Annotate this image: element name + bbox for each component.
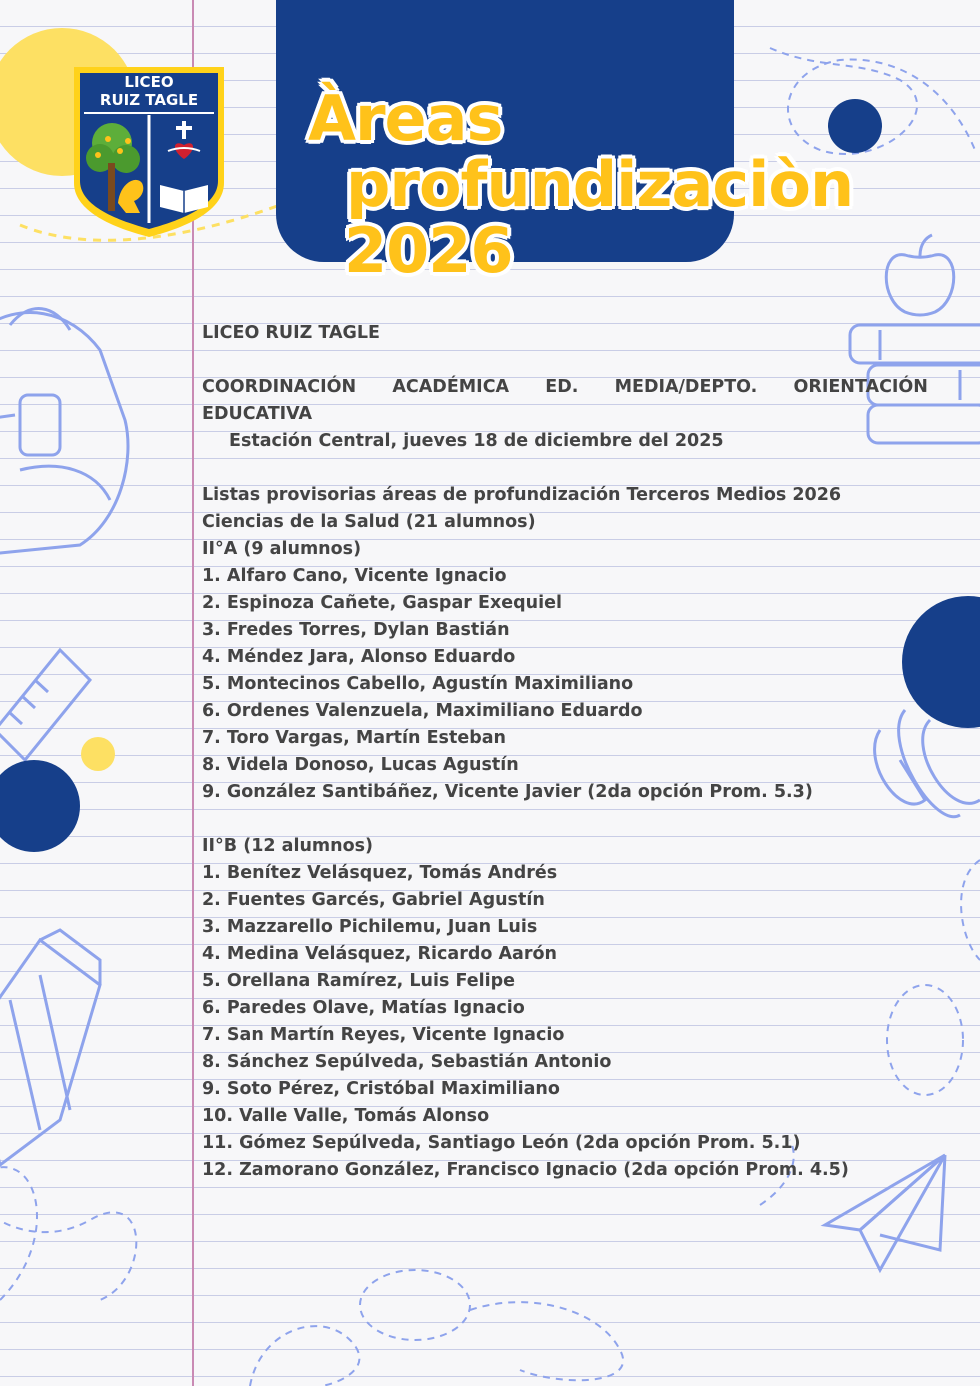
list-item: 7. Toro Vargas, Martín Esteban <box>202 728 506 748</box>
list-item: 3. Mazzarello Pichilemu, Juan Luis <box>202 917 538 937</box>
list-item: 7. San Martín Reyes, Vicente Ignacio <box>202 1025 565 1045</box>
department-word: ED. <box>545 377 579 397</box>
crest-text-line-2: RUIZ TAGLE <box>99 91 199 109</box>
institution-name: LICEO RUIZ TAGLE <box>202 323 380 343</box>
list-item: 5. Orellana Ramírez, Luis Felipe <box>202 971 516 991</box>
list-item: 4. Méndez Jara, Alonso Eduardo <box>202 647 516 667</box>
department-line <box>202 374 928 401</box>
list-item: 6. Paredes Olave, Matías Ignacio <box>202 998 525 1018</box>
list-item: 1. Alfaro Cano, Vicente Ignacio <box>202 566 507 586</box>
list-item: 8. Sánchez Sepúlveda, Sebastián Antonio <box>202 1052 612 1072</box>
list-item: 8. Videla Donoso, Lucas Agustín <box>202 755 519 775</box>
department-word: MEDIA/DEPTO. <box>614 377 758 397</box>
department-line-2: EDUCATIVA <box>202 404 313 424</box>
list-item: 4. Medina Velásquez, Ricardo Aarón <box>202 944 557 964</box>
area-title: Ciencias de la Salud (21 alumnos) <box>202 512 536 532</box>
dashed-loop-right <box>961 860 980 960</box>
backpack-icon <box>0 309 128 555</box>
student-list-b <box>202 860 928 1184</box>
list-item: 11. Gómez Sepúlveda, Santiago León (2da opción Prom. 5.1) <box>202 1133 801 1153</box>
group-title-a: II°A (9 alumnos) <box>202 539 362 559</box>
department-word: ORIENTACIÓN <box>793 377 928 397</box>
list-item: 10. Valle Valle, Tomás Alonso <box>202 1106 490 1126</box>
spacer <box>202 347 928 374</box>
list-item: 5. Montecinos Cabello, Agustín Maximiliano <box>202 674 634 694</box>
pencil-icon <box>0 930 100 1165</box>
crest-text-line-1: LICEO <box>124 73 174 91</box>
document-body <box>202 320 928 1184</box>
dashed-trail-bottom <box>470 1302 623 1380</box>
dashed-loop-bottom-left <box>0 1167 136 1300</box>
ruler-icon <box>0 650 90 760</box>
spacer <box>202 455 928 482</box>
navy-dot-left <box>0 760 80 852</box>
dashed-circle-bottom <box>360 1270 470 1340</box>
dashed-loop-bottom <box>250 1326 359 1386</box>
department-word: ACADÉMICA <box>392 377 510 397</box>
group-title-b: II°B (12 alumnos) <box>202 836 374 856</box>
list-item: 3. Fredes Torres, Dylan Bastián <box>202 620 510 640</box>
school-crest-logo <box>70 63 228 239</box>
list-heading: Listas provisorias áreas de profundización Terceros Medios 2026 <box>202 485 842 505</box>
title-line-2: profundizaciòn <box>346 148 854 221</box>
student-list-a <box>202 563 928 806</box>
list-item: 1. Benítez Velásquez, Tomás Andrés <box>202 863 558 883</box>
page-title <box>300 82 854 287</box>
department-word: COORDINACIÓN <box>202 377 357 397</box>
yellow-dot-left <box>81 737 115 771</box>
apple-icon <box>886 235 954 315</box>
list-item: 6. Ordenes Valenzuela, Maximiliano Eduardo <box>202 701 643 721</box>
place-date: Estación Central, jueves 18 de diciembre del 2025 <box>229 431 724 451</box>
list-item: 9. González Santibáñez, Vicente Javier (2da opción Prom. 5.3) <box>202 782 813 802</box>
list-item: 2. Espinoza Cañete, Gaspar Exequiel <box>202 593 562 613</box>
list-item: 2. Fuentes Garcés, Gabriel Agustín <box>202 890 545 910</box>
title-line-1: Àreas <box>308 82 503 155</box>
list-item: 12. Zamorano González, Francisco Ignacio (2da opción Prom. 4.5) <box>202 1160 849 1180</box>
list-item: 9. Soto Pérez, Cristóbal Maximiliano <box>202 1079 560 1099</box>
spacer <box>202 806 928 833</box>
title-line-3: 2026 <box>344 214 513 287</box>
